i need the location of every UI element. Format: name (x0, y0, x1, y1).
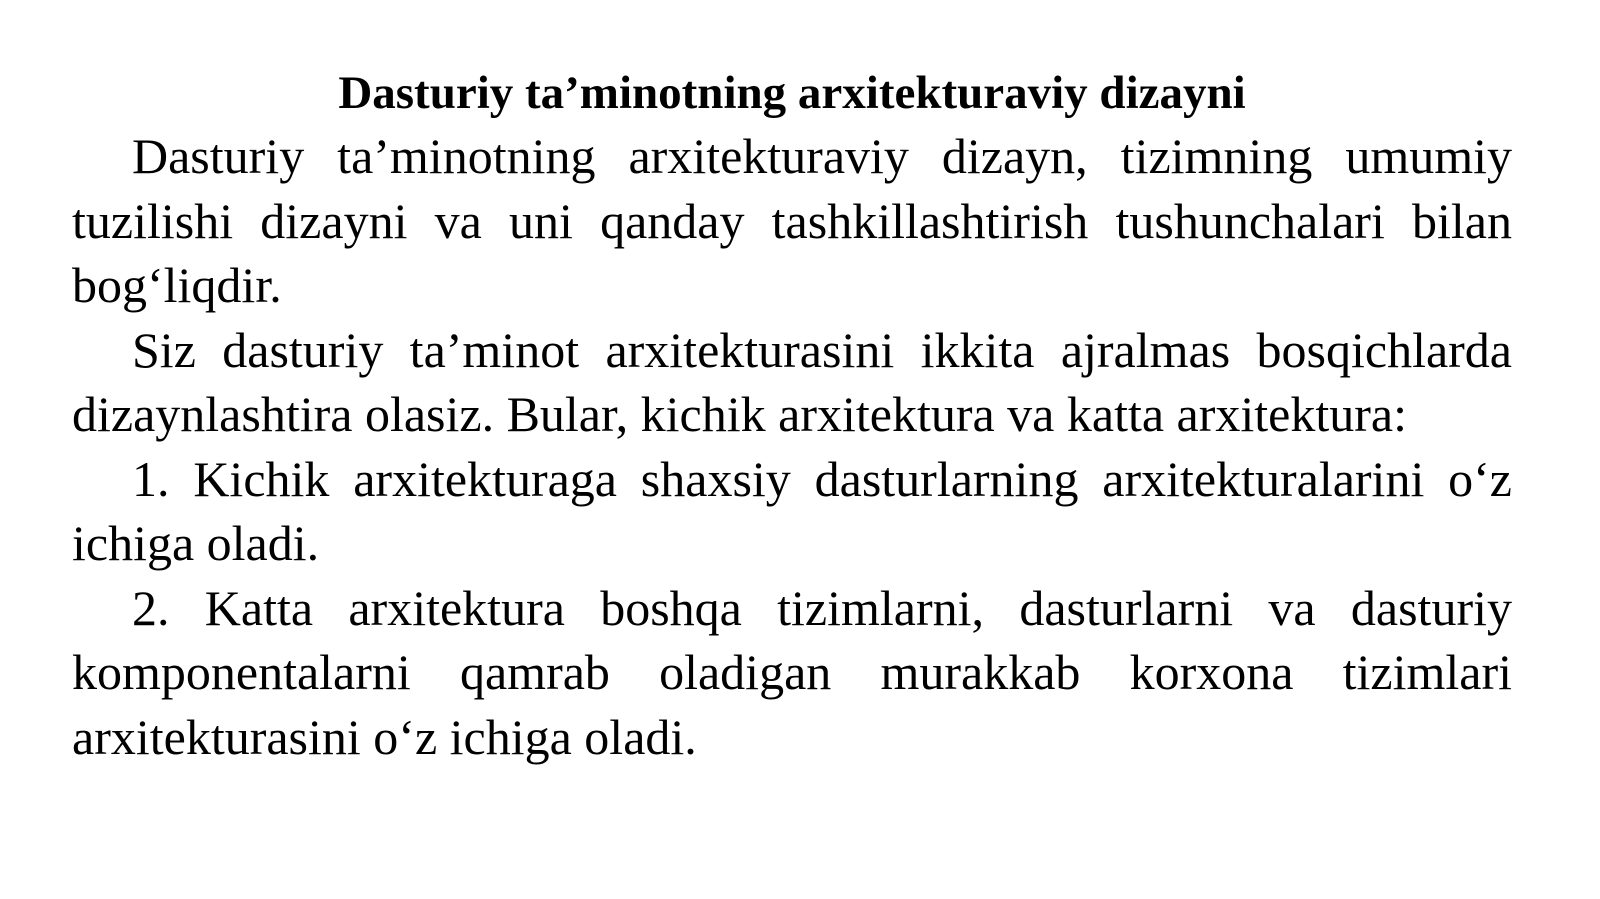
slide-content (72, 62, 1512, 769)
paragraph-intro: Dasturiy ta’minotning arxitekturaviy dizayn, tizimning umumiy tuzilishi dizayni va uni qanday tashkillashtirish tushunchalari bilan bog‘liqdir. (72, 128, 1512, 313)
slide-title: Dasturiy ta’minotning arxitekturaviy dizayni (338, 67, 1246, 119)
list-item-small-architecture: 1. Kichik arxitekturaga shaxsiy dasturlarning arxitekturalarini o‘z ichiga oladi. (72, 450, 1512, 571)
list-item-large-architecture: 2. Katta arxitektura boshqa tizimlarni, dasturlarni va dasturiy komponentalarni qamrab oladigan murakkab korxona tizimlari arxitekturasini o‘z ichiga oladi. (72, 579, 1512, 765)
paragraph-stages: Siz dasturiy ta’minot arxitekturasini ikkita ajralmas bosqichlarda dizaynlashtira olasiz. Bular, kichik arxitektura va katta arxitektura: (72, 321, 1512, 442)
